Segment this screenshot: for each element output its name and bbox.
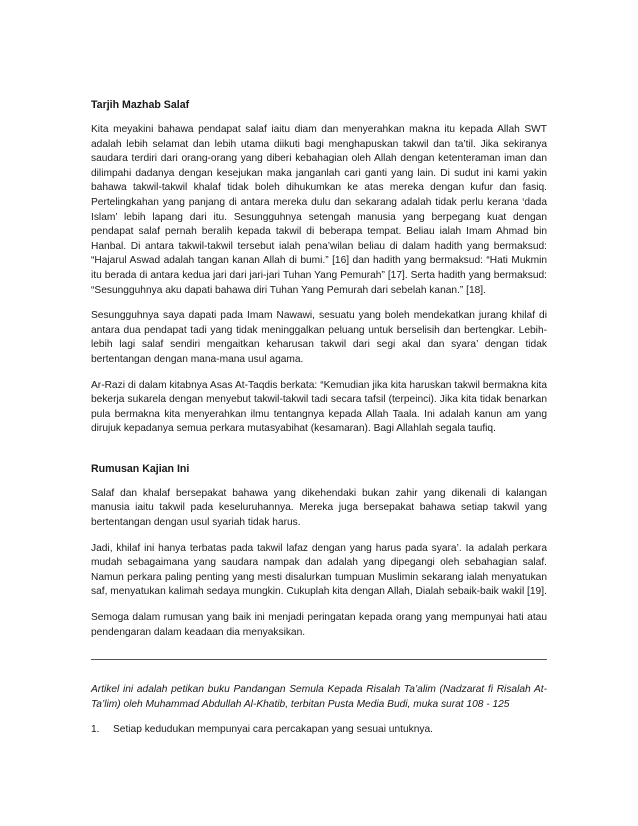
section-heading: Rumusan Kajian Ini: [91, 462, 190, 475]
footnote-number: 1.: [91, 724, 100, 736]
paragraph: Salaf dan khalaf bersepakat bahawa yang dikehendaki bukan zahir yang dikenali di kalangan manusia iaitu takwil pada keseluruhannya. Mereka juga bersepakat bahawa setiap takwil yang bertentangan dengan usul syariah tidak harus.: [91, 487, 547, 529]
section-heading: Tarjih Mazhab Salaf: [91, 99, 190, 111]
paragraph: Semoga dalam rumusan yang baik ini menjadi peringatan kepada orang yang mempunyai hati atau pendengaran dalam keadaan dia menyaksikan.: [91, 612, 547, 638]
paragraph: Kita meyakini bahawa pendapat salaf iaitu diam dan menyerahkan makna itu kepada Allah SWT adalah lebih selamat dan lebih utama diikuti bagi menghapuskan takwil dan ta’til. Jika sekiranya saudara terdiri dari orang-orang yang diberi kebahagian oleh Allah dengan ketenteraman iman dan dilimpahi dadanya dengan kesejukan maka janganlah cari ganti yang lain. Di sudut ini kami yakin bahawa takwil-takwil khalaf tidak boleh dihukumkan ke atas mereka dengan kufur dan fasiq. Pertelingkahan yang panjang di antara mereka dulu dan sekarang adalah tidak perlu kerana ‘dada Islam’ lebih lapang dari itu. Sesungguhnya setengah manusia yang berpegang kuat dengan pendapat salaf pernah beralih kepada takwil di beberapa tempat. Beliau ialah Imam Ahmad bin Hanbal. Di antara takwil-takwil tersebut ialah pena’wilan beliau di dalam hadith yang bermaksud: “Hajarul Aswad adalah tangan kanan Allah di bumi.” [16] dan hadith yang bermaksud: “Hati Mukmin itu berada di antara kedua jari dari jari-jari Tuhan Yang Pemurah” [17]. Serta hadith yang bermaksud: “Sesungguhnya aku dapati bahawa diri Tuhan Yang Pemurah dari sebelah kanan.” [18].: [91, 124, 547, 296]
footnote-item: [91, 723, 547, 738]
document-body: [91, 98, 547, 640]
paragraph: Sesungguhnya saya dapati pada Imam Nawawi, sesuatu yang boleh mendekatkan jurang khilaf di antara dua pendapat tadi yang tidak meninggalkan peluang untuk berselisih dan bertengkar. Lebih-lebih lagi salaf sendiri mengaitkan keharusan takwil dari segi akal dan syara’ dengan tidak bertentangan dengan mana-mana usul agama.: [91, 310, 547, 365]
footnote-text: Setiap kedudukan mempunyai cara percakapan yang sesuai untuknya.: [113, 724, 433, 736]
paragraph: Jadi, khilaf ini hanya terbatas pada takwil lafaz dengan yang harus pada syara’. Ia adalah perkara mudah sebagaimana yang saudara nampak dan adalah yang dipegangi oleh sebahagian salaf. Namun perkara paling penting yang mesti disalurkan tumpuan Muslimin sekarang ialah menyatukan saf, menyatukan kalimah sedaya mungkin. Cukuplah kita dengan Allah, Dialah sebaik-baik wakil [19].: [91, 542, 547, 598]
footnote-divider: [91, 659, 547, 660]
paragraph: Ar-Razi di dalam kitabnya Asas At-Taqdis berkata: “Kemudian jika kita haruskan takwil bermakna kita bekerja sukarela dengan menyebut takwil-takwil tadi secara tafsil (terpeinci). Jika kita tidak benarkan pula bermakna kita menyerahkan ilmu tentangnya kepada Allah Taala. Ini adalah kanun am yang dirujuk kepadanya semua perkara mutasyabihat (kesamaran). Bagi Allahlah segala taufiq.: [91, 379, 547, 435]
source-note: Artikel ini adalah petikan buku Pandangan Semula Kepada Risalah Ta’alim (Nadzarat fi Risalah At-Ta’lim) oleh Muhammad Abdullah Al-Khatib, terbitan Pusta Media Budi, muka surat 108 - 125: [91, 684, 547, 710]
section-rumusan: [91, 462, 547, 640]
footnotes: [91, 683, 547, 738]
footnote-list: [91, 723, 547, 738]
